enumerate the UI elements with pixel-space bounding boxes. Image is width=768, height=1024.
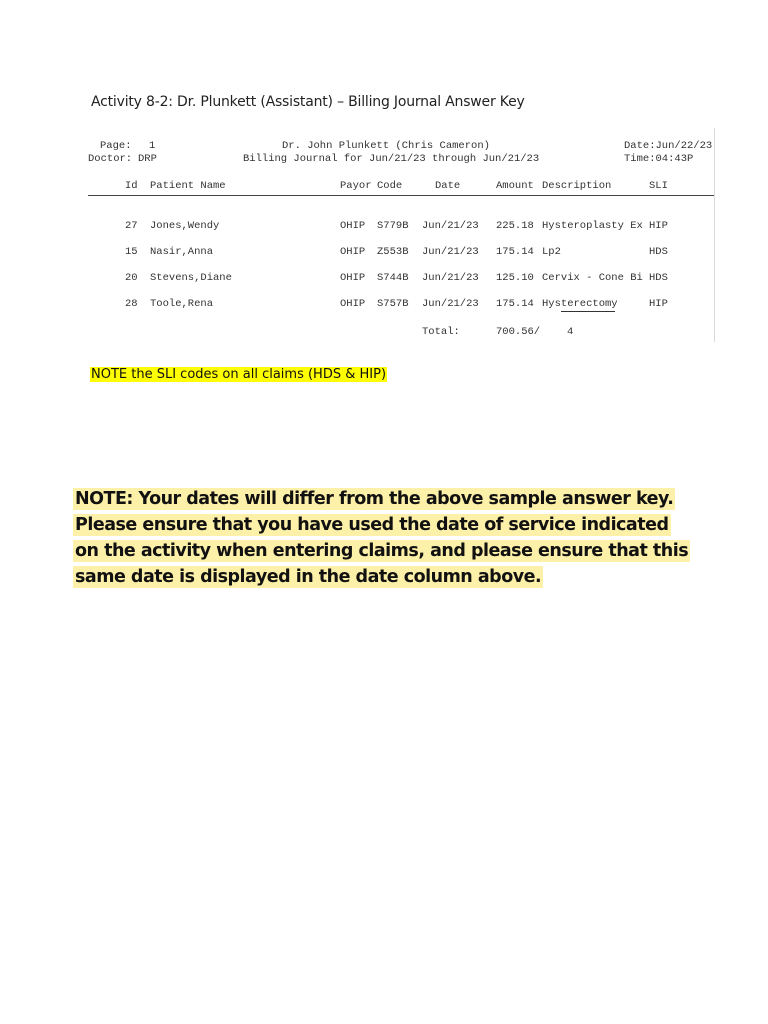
row-code: S744B bbox=[377, 272, 409, 284]
row-description: Hysterectomy bbox=[542, 298, 618, 310]
row-sli: HDS bbox=[649, 246, 668, 258]
row-date: Jun/21/23 bbox=[422, 272, 479, 284]
column-header-patient-name: Patient Name bbox=[150, 180, 226, 192]
row-amount: 175.14 bbox=[496, 246, 534, 258]
row-patient-name: Toole,Rena bbox=[150, 298, 214, 310]
row-id: 28 bbox=[125, 298, 138, 310]
row-amount: 125.10 bbox=[496, 272, 534, 284]
doctor-label: Doctor: bbox=[88, 153, 133, 165]
column-header-sli: SLI bbox=[649, 180, 668, 192]
total-count: 4 bbox=[567, 326, 574, 338]
column-header-code: Code bbox=[377, 180, 403, 192]
row-id: 20 bbox=[125, 272, 138, 284]
row-description: Hysteroplasty Ex bbox=[542, 220, 643, 232]
total-label: Total: bbox=[422, 326, 460, 338]
report-date: Date:Jun/22/23 bbox=[624, 140, 713, 152]
total-underline bbox=[561, 311, 615, 312]
page-title: Activity 8-2: Dr. Plunkett (Assistant) – Billing Journal Answer Key bbox=[91, 94, 525, 110]
page-number: 1 bbox=[149, 140, 156, 152]
sli-codes-note: NOTE the SLI codes on all claims (HDS & HIP) bbox=[91, 367, 387, 382]
row-payor: OHIP bbox=[340, 246, 366, 258]
row-payor: OHIP bbox=[340, 220, 366, 232]
row-code: S779B bbox=[377, 220, 409, 232]
row-payor: OHIP bbox=[340, 272, 366, 284]
report-heading-doctor: Dr. John Plunkett (Chris Cameron) bbox=[282, 140, 490, 152]
dates-differ-note-text: NOTE: Your dates will differ from the above sample answer key. Please ensure that you have used the date of service indicated on the activity when entering claims, and please ensure that this same date is displayed in the date column above. bbox=[75, 489, 689, 587]
row-sli: HDS bbox=[649, 272, 668, 284]
row-date: Jun/21/23 bbox=[422, 220, 479, 232]
total-amount: 700.56/ bbox=[496, 326, 541, 338]
row-amount: 175.14 bbox=[496, 298, 534, 310]
row-description: Cervix - Cone Bi bbox=[542, 272, 643, 284]
dates-differ-note bbox=[73, 486, 693, 590]
row-patient-name: Stevens,Diane bbox=[150, 272, 232, 284]
report-time: Time:04:43P bbox=[624, 153, 694, 165]
header-divider bbox=[88, 195, 714, 196]
row-id: 27 bbox=[125, 220, 138, 232]
column-header-amount: Amount bbox=[496, 180, 534, 192]
row-sli: HIP bbox=[649, 220, 668, 232]
billing-journal-report bbox=[80, 128, 715, 342]
row-code: S757B bbox=[377, 298, 409, 310]
row-description: Lp2 bbox=[542, 246, 561, 258]
column-header-date: Date bbox=[435, 180, 461, 192]
page-label: Page: bbox=[100, 140, 132, 152]
row-amount: 225.18 bbox=[496, 220, 534, 232]
doctor-code: DRP bbox=[138, 153, 157, 165]
column-header-description: Description bbox=[542, 180, 612, 192]
row-sli: HIP bbox=[649, 298, 668, 310]
row-code: Z553B bbox=[377, 246, 409, 258]
column-header-payor: Payor bbox=[340, 180, 372, 192]
row-date: Jun/21/23 bbox=[422, 298, 479, 310]
row-id: 15 bbox=[125, 246, 138, 258]
row-payor: OHIP bbox=[340, 298, 366, 310]
row-patient-name: Nasir,Anna bbox=[150, 246, 214, 258]
report-heading-range: Billing Journal for Jun/21/23 through Jun/21/23 bbox=[243, 153, 540, 165]
column-header-id: Id bbox=[125, 180, 138, 192]
row-patient-name: Jones,Wendy bbox=[150, 220, 220, 232]
row-date: Jun/21/23 bbox=[422, 246, 479, 258]
